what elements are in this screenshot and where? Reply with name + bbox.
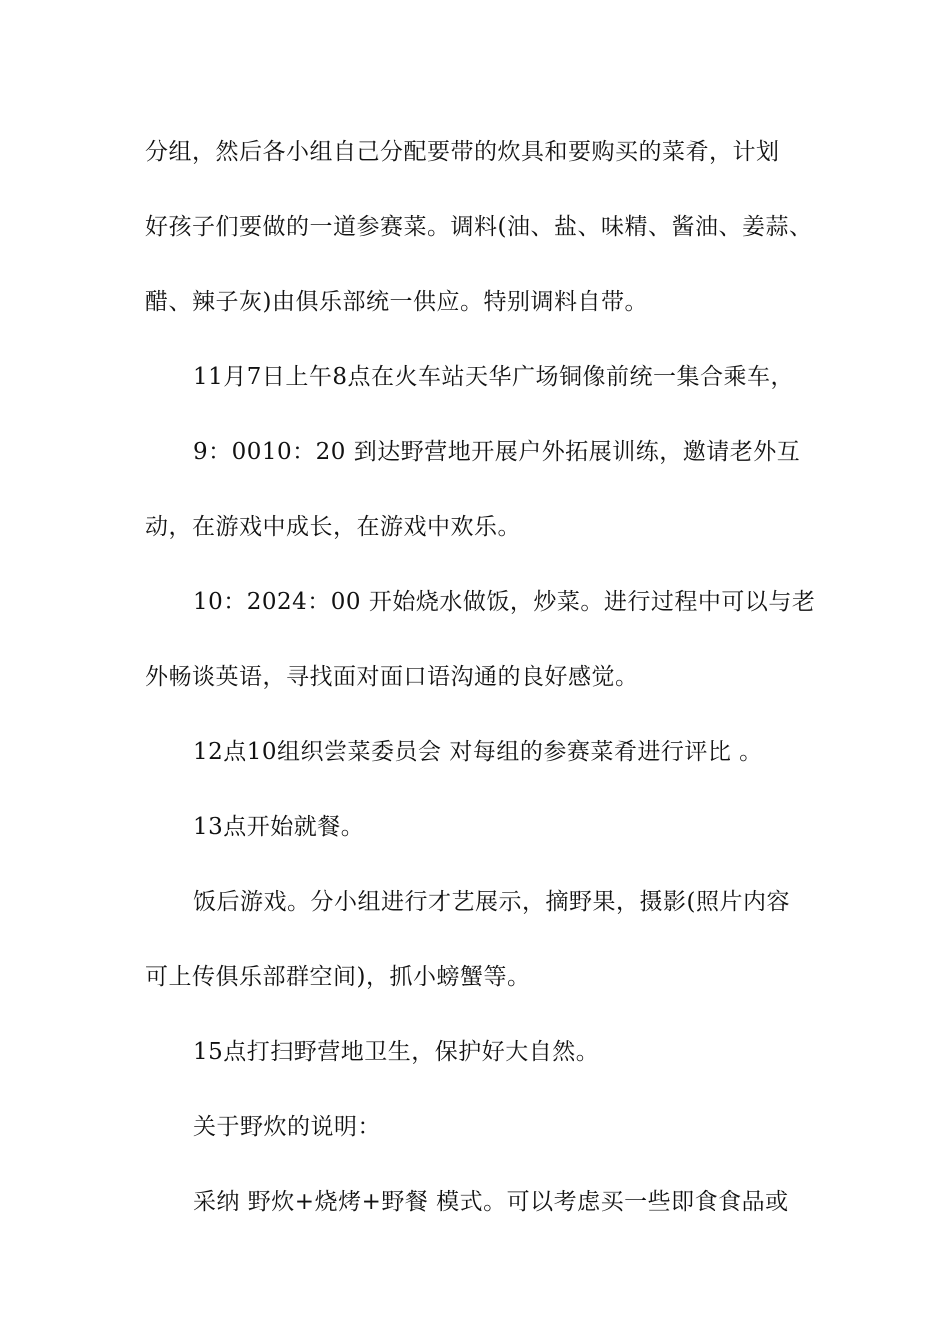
paragraph-line: 13点开始就餐。 — [193, 814, 365, 840]
paragraph-line: 可上传俱乐部群空间)，抓小螃蟹等。 — [145, 964, 531, 990]
paragraph-line: 分组，然后各小组自己分配要带的炊具和要购买的菜肴，计划 — [145, 139, 780, 165]
paragraph-line: 12点10组织尝菜委员会 对每组的参赛菜肴进行评比 。 — [193, 739, 763, 765]
paragraph-line: 动，在游戏中成长，在游戏中欢乐。 — [145, 514, 521, 540]
paragraph-line: 关于野炊的说明： — [193, 1114, 381, 1140]
paragraph-line: 饭后游戏。分小组进行才艺展示，摘野果，摄影(照片内容 — [193, 889, 790, 915]
paragraph-line: 好孩子们要做的一道参赛菜。调料(油、盐、味精、酱油、姜蒜、 — [145, 214, 813, 240]
paragraph-line: 10：2024：00 开始烧水做饭，炒菜。进行过程中可以与老 — [193, 589, 816, 615]
paragraph-line: 11月7日上午8点在火车站天华广场铜像前统一集合乘车， — [193, 364, 795, 390]
paragraph-line: 醋、辣子灰)由俱乐部统一供应。特别调料自带。 — [145, 289, 648, 315]
paragraph-line: 9：0010：20 到达野营地开展户外拓展训练，邀请老外互 — [193, 439, 801, 465]
paragraph-line: 15点打扫野营地卫生，保护好大自然。 — [193, 1039, 600, 1065]
paragraph-line: 采纳 野炊+烧烤+野餐 模式。可以考虑买一些即食食品或 — [193, 1189, 789, 1215]
paragraph-line: 外畅谈英语，寻找面对面口语沟通的良好感觉。 — [145, 664, 639, 690]
